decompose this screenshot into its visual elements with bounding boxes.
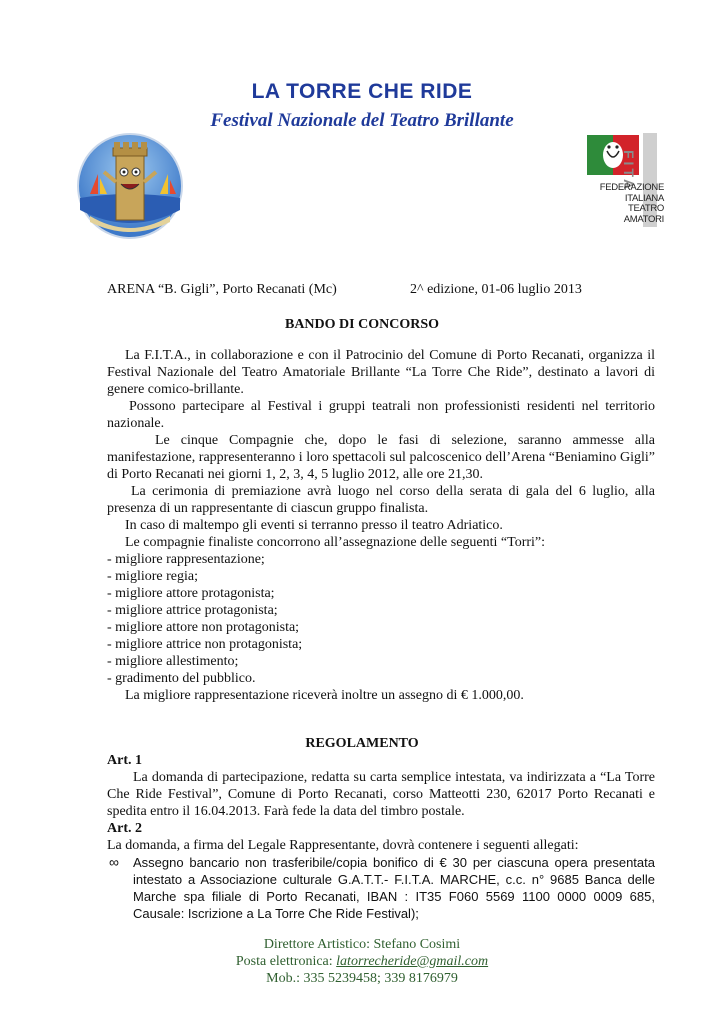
fita-line: TEATRO	[627, 203, 664, 214]
award-item: - migliore rappresentazione;	[107, 552, 265, 567]
email-line	[0, 953, 724, 970]
article-2-text: La domanda, a firma del Legale Rappresentante, dovrà contenere i seguenti allegati:	[107, 838, 579, 853]
attachment-item	[109, 854, 655, 922]
fita-line: FEDERAZIONE	[599, 182, 664, 193]
bando-paragraph-6: Le compagnie finaliste concorrono all’assegnazione delle seguenti “Torri”:	[125, 535, 546, 550]
bando-paragraph-5: In caso di maltempo gli eventi si terranno presso il teatro Adriatico.	[125, 518, 503, 533]
fita-line: AMATORI	[623, 213, 664, 225]
venue-location: ARENA “B. Gigli”, Porto Recanati (Mc)	[107, 282, 337, 297]
award-item: - migliore attore protagonista;	[107, 586, 275, 601]
award-item: - migliore regia;	[107, 569, 198, 584]
bando-heading: BANDO DI CONCORSO	[284, 317, 439, 332]
prize-sentence: La migliore rappresentazione riceverà inoltre un assegno di € 1.000,00.	[125, 688, 524, 703]
article-2-title: Art. 2	[107, 821, 142, 836]
regolamento-heading: REGOLAMENTO	[305, 736, 419, 751]
fita-vertical-text: FITA	[621, 150, 637, 193]
article-1-text: La domanda di partecipazione, redatta su carta semplice intestata, va indirizzata a “La Torre Che Ride Festival”, Comune di Porto Recanati, corso Matteotti 230, 62017 Porto Recanati e spedita entro il 16.04.2013. Farà fede la data del timbro postale.	[107, 770, 655, 820]
email-link[interactable]: latorrecheride@gmail.com	[336, 954, 489, 969]
festival-subtitle: Festival Nazionale del Teatro Brillante	[210, 110, 514, 131]
infinity-bullet-icon: ∞	[109, 854, 119, 870]
award-item: - migliore allestimento;	[107, 654, 239, 669]
torre-che-ride-logo	[76, 132, 184, 240]
edition-dates: 2^ edizione, 01-06 luglio 2013	[410, 282, 582, 297]
artistic-director: Direttore Artistico: Stefano Cosimi	[263, 937, 461, 952]
fita-name	[594, 183, 664, 225]
award-item: - migliore attore non protagonista;	[107, 620, 300, 635]
phone-numbers: Mob.: 335 5239458; 339 8176979	[266, 971, 458, 986]
bando-paragraph-1: La F.I.T.A., in collaborazione e con il Patrocinio del Comune di Porto Recanati, organizza il Festival Nazionale del Teatro Amatoriale Brillante “La Torre Che Ride”, destinato a lavori di genere comico-brillante.	[107, 348, 655, 398]
bando-paragraph-4: La cerimonia di premiazione avrà luogo nel corso della serata di gala del 6 luglio, alla presenza di un rappresentante di ciascun gruppo finalista.	[107, 484, 655, 517]
festival-title: LA TORRE CHE RIDE	[251, 80, 473, 103]
article-1-title: Art. 1	[107, 753, 142, 768]
award-item: - migliore attrice non protagonista;	[107, 637, 303, 652]
fita-line: ITALIANA	[624, 192, 664, 204]
bando-paragraph-3: Le cinque Compagnie che, dopo le fasi di selezione, saranno ammesse alla manifestazione, rappresenteranno i loro spettacoli sul palcoscenico dell’Arena “Beniamino Gigli” di Porto Recanati nei giorni 1, 2, 3, 4, 5 luglio 2012, alle ore 21,30.	[107, 433, 655, 483]
award-item: - gradimento del pubblico.	[107, 671, 256, 686]
award-item: - migliore attrice protagonista;	[107, 603, 278, 618]
attachment-text: Assegno bancario non trasferibile/copia bonifico di € 30 per ciascuna opera presentata intestato a Associazione culturale G.A.T.T.- F.I.T.A. MARCHE, c.c. n° 9685 Banca delle Marche spa filiale di Porto Recanati, IBAN : IT35 F060 5569 1100 0000 0009 685, Causale: Iscrizione a La Torre Che Ride Festival);	[133, 855, 655, 921]
bando-paragraph-2: Possono partecipare al Festival i gruppi teatrali non professionisti residenti nel territorio nazionale.	[107, 399, 655, 432]
email-label: Posta elettronica:	[235, 954, 337, 969]
